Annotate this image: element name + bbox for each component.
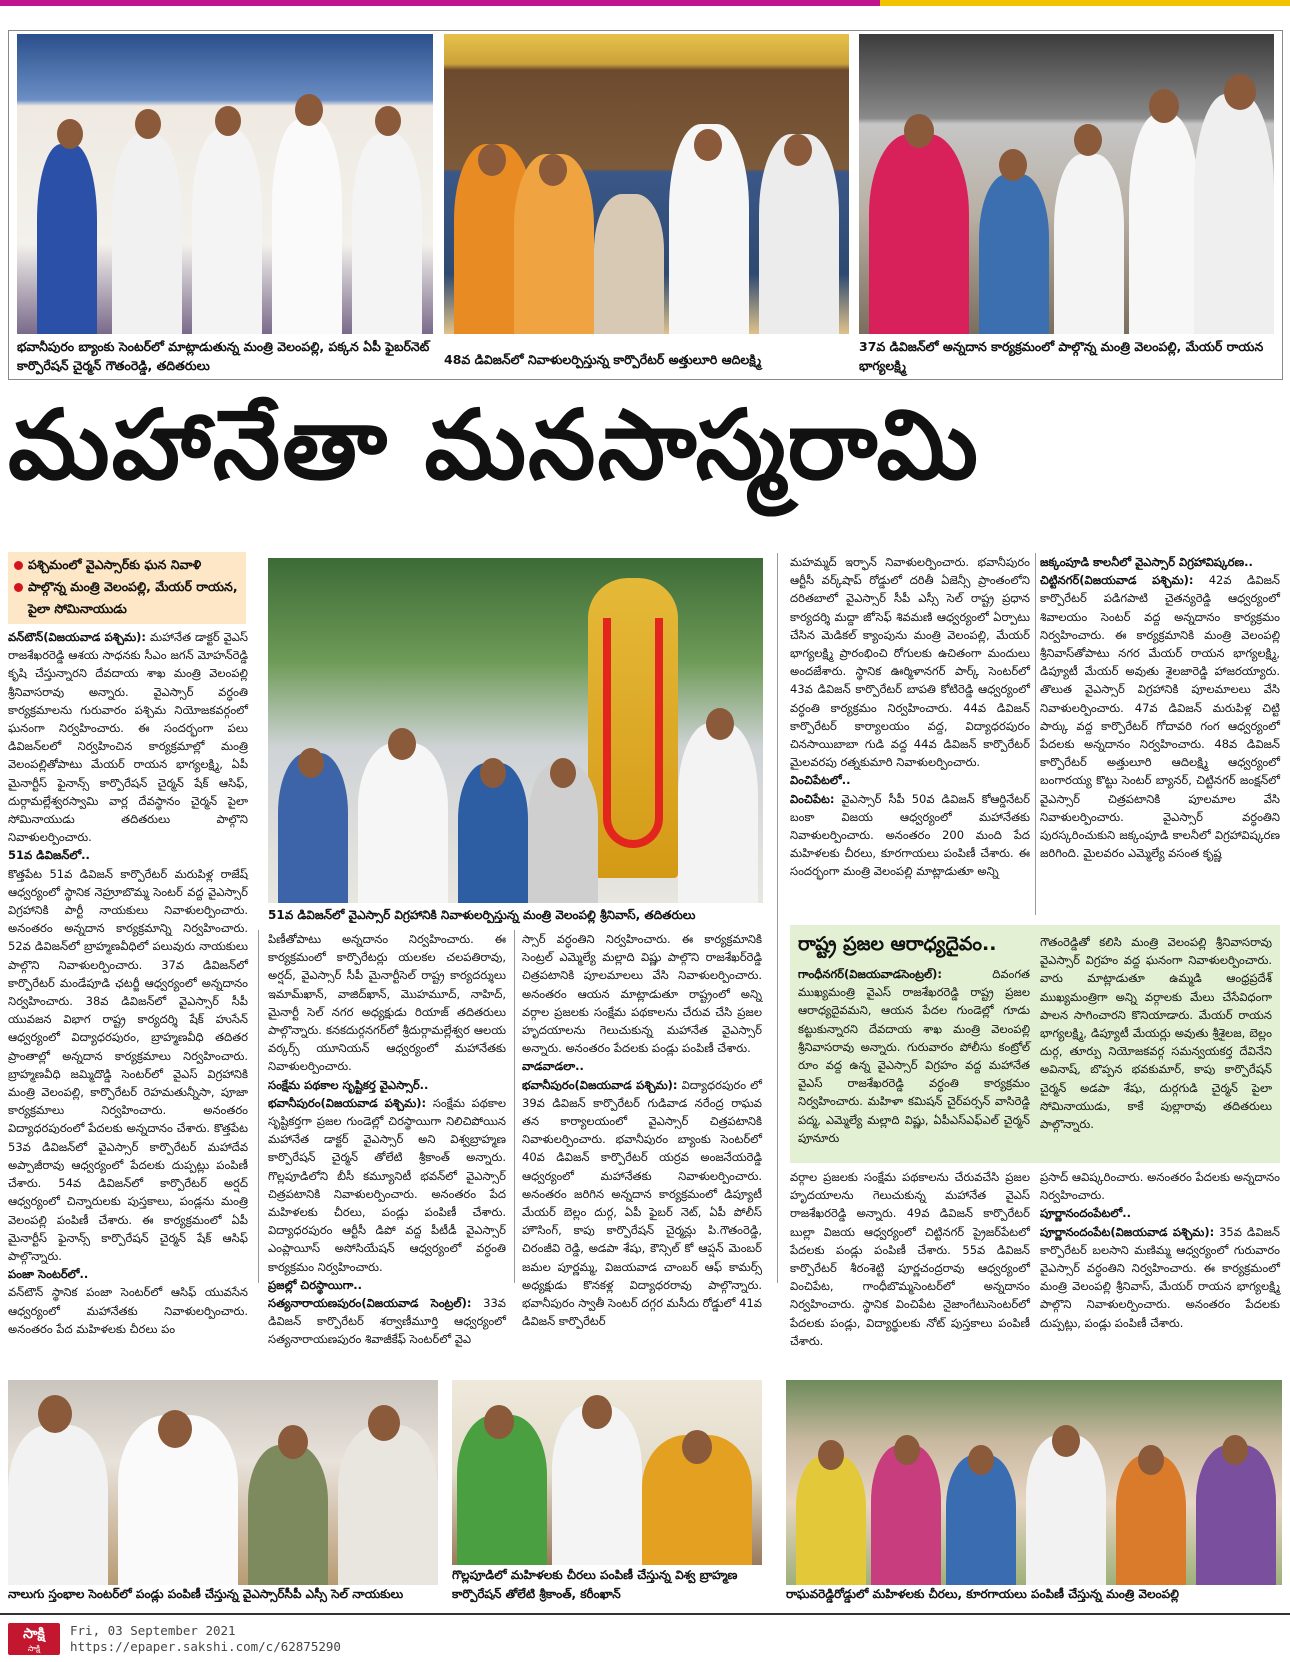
subheading: వించిపేటలో.. bbox=[790, 773, 851, 788]
bottom-photo-2 bbox=[452, 1380, 762, 1565]
center-photo-caption: 51వ డివిజన్‌లో వైఎస్సార్ విగ్రహానికి నివాళులర్పిస్తున్న మంత్రి వెలంపల్లి శ్రీనివాస్, తదితరులు bbox=[268, 908, 696, 922]
bottom-photo-1 bbox=[8, 1380, 438, 1585]
top-photo-1 bbox=[17, 34, 433, 334]
bottom-photo-2-caption: గొల్లపూడిలో మహిళలకు చీరలు పంపిణీ చేస్తున్న విశ్వ బ్రాహ్మణ కార్పొరేషన్ తోలేటి శ్రీకాంత్, కరీంఖాన్ bbox=[452, 1568, 738, 1601]
top-photo-2-caption: 48వ డివిజన్‌లో నివాళులర్పిస్తున్న కార్పొరేటర్ అత్తులూరి ఆదిలక్ష్మి bbox=[444, 352, 762, 367]
footer-meta bbox=[70, 1623, 341, 1655]
top-photo-3 bbox=[859, 34, 1274, 334]
column-rule bbox=[777, 553, 778, 1283]
highlight-item: పాల్గొన్న మంత్రి వెలంపల్లి, మేయర్ రాయన, పైలా సోమినాయుడు bbox=[12, 576, 242, 620]
headline: మహానేతా మనసాస్మరామి bbox=[8, 389, 980, 501]
bullet-icon bbox=[14, 561, 23, 570]
sakshi-logo[interactable]: సాక్షి సాక్షి bbox=[8, 1623, 60, 1655]
subheading: పంజా సెంటర్‌లో.. bbox=[8, 1267, 89, 1282]
column-rule bbox=[1035, 553, 1036, 915]
article-column-5-bottom: ప్రసాద్ ఆవిష్కరించారు. అనంతరం పేదలకు అన్నదానం నిర్వహించారు. పూర్ణానందంపేటలో.. పూర్ణానందంపేట(విజయవాడ పశ్చిమ): 35వ డివిజన్ కార్పొరేటర్ బలసాని మణిమ్మ ఆధ్వర్యంలో గురువారం వైఎస్సార్ వర్ధంతిని నిర్వహించారు. ఈ కార్యక్రమంలో మంత్రి వెలంపల్లి శ్రీనివాస్, మేయర్ రాయన భాగ్యలక్ష్మి పాల్గొని నివాళులర్పించారు. అనంతరం పేదలకు దుప్పట్లు, పండ్లు పంపిణీ చేశారు. bbox=[1040, 1170, 1280, 1330]
subheading: వాడవాడలా.. bbox=[522, 1059, 584, 1074]
epaper-url[interactable]: https://epaper.sakshi.com/c/62875290 bbox=[70, 1639, 341, 1654]
bottom-photo-3-caption: రాఘవరెడ్డిరోడ్డులో మహిళలకు చీరలు, కూరగాయలు పంపిణీ చేస్తున్న మంత్రి వెలంపల్లి bbox=[786, 1587, 1179, 1601]
top-photo-2 bbox=[444, 34, 849, 334]
box-column-right: గౌతంరెడ్డితో కలిసి మంత్రి వెలంపల్లి శ్రీనివాసరావు వైఎస్సార్ విగ్రహం వద్ద ఘనంగా నివాళులర్పించారు. వారు మాట్లాడుతూ ఉమ్మడి ఆంధ్రప్రదేశ్ ముఖ్యమంత్రిగా అన్ని వర్గాలకు మేలు చేసేవిధంగా పాలన సాగించారని కొనియాడారు. మేయర్ రాయన భాగ్యలక్ష్మి, డిప్యూటీ మేయర్లు అవుతు శ్రీశైలజ, బెల్లం దుర్గ, తూర్పు నియోజకవర్గ సమన్వయకర్త దేవినేని అవినాష్, బొప్పన భవకుమార్, కాపు కార్పొరేషన్ చైర్మన్ అడపా శేషు, దుర్గగుడి చైర్మన్ పైలా సోమినాయుడు, కాకే పుల్లారావు తదితరులు పాల్గొన్నారు. bbox=[1040, 935, 1272, 1132]
highlights-box bbox=[8, 552, 246, 624]
edition-date: Fri, 03 September 2021 bbox=[70, 1623, 236, 1638]
highlight-item: పశ్చిమంలో వైఎస్సార్‌కు ఘన నివాళి bbox=[12, 554, 242, 576]
bottom-photo-3 bbox=[786, 1380, 1282, 1585]
top-photo-3-caption: 37వ డివిజన్‌లో అన్నదాన కార్యక్రమంలో పాల్గొన్న మంత్రి వెలంపల్లి, మేయర్ రాయన భాగ్యలక్ష్మి bbox=[859, 339, 1264, 373]
subheading: జక్కంపూడి కాలనీలో వైఎస్సార్ విగ్రహావిష్కరణ.. bbox=[1040, 555, 1253, 569]
article-column-5-top: జక్కంపూడి కాలనీలో వైఎస్సార్ విగ్రహావిష్కరణ.. చిట్టినగర్(విజయవాడ పశ్చిమ): 42వ డివిజన్ కార్పొరేటర్ పడిగపాటి చైతన్యరెడ్డి ఆధ్వర్యంలో శివాలయం సెంటర్ వద్ద అన్నదానం కార్యక్రమం నిర్వహించారు. ఈ కార్యక్రమానికి మంత్రి వెలంపల్లి శ్రీనివాస్‌తోపాటు నగర మేయర్ రాయన భాగ్యలక్ష్మి, డిప్యూటీ మేయర్ అవుతు శైలజారెడ్డి హాజరయ్యారు. తొలుత వైఎస్సార్ విగ్రహానికి పూలమాలలు వేసి నివాళులర్పించారు. 47వ డివిజన్ మరుపిళ్ల చిట్టి పార్కు వద్ద కార్పొరేటర్ గోదావరి గంగ ఆధ్వర్యంలో పేదలకు అన్నదానం నిర్వహించారు. 48వ డివిజన్ కార్పొరేటర్ అత్తులూరి ఆదిలక్ష్మి ఆధ్వర్యంలో బంగారయ్య కొట్టు సెంటర్ బ్యానర్, చిట్టినగర్ జంక్షన్‌లో వైఎస్సార్ చిత్రపటానికి పూలమాల వేసి నివాళులర్పించారు. వైఎస్సార్ వర్ధంతిని పురస్కరించుకుని జక్కంపూడి కాలనీలో విగ్రహావిష్కరణ జరిగింది. మైలవరం ఎమ్మెల్యే వసంత కృష్ణ bbox=[1040, 555, 1280, 861]
masthead-bar-yellow bbox=[880, 0, 1290, 6]
state-people-deity-box bbox=[790, 925, 1280, 1163]
masthead-bar-magenta bbox=[0, 0, 880, 6]
subheading: పూర్ణానందంపేటలో.. bbox=[1040, 1206, 1131, 1221]
masthead-bar bbox=[0, 0, 1290, 6]
subheading: సంక్షేమ పథకాల సృష్టికర్త వైఎస్సార్.. bbox=[268, 1077, 429, 1092]
bottom-photo-1-caption: నాలుగు స్తంభాల సెంటర్‌లో పండ్లు పంపిణీ చేస్తున్న వైఎస్సార్‌సీపీ ఎస్సీ సెల్ నాయకులు bbox=[8, 1587, 404, 1601]
article-column-3: స్సార్ వర్ధంతిని నిర్వహించారు. ఈ కార్యక్రమానికి సెంట్రల్ ఎమ్మెల్యే మల్లాది విష్ణు పాల్గొని రాజశేఖర్‌రెడ్డి చిత్రపటానికి పూలమాలలు వేసి నివాళులర్పించారు. అనంతరం ఆయన మాట్లాడుతూ రాష్ట్రంలో అన్ని వర్గాల ప్రజలకు సంక్షేమ పథకాలను చేరువ చేసి ప్రజల హృదయాలను గెలుచుకున్న మహానేత వైఎస్సార్ అన్నారు. అనంతరం పేదలకు పండ్లు పంపిణీ చేశారు. వాడవాడలా.. భవానీపురం(విజయవాడ పశ్చిమ): విద్యాధరపురం లో 39వ డివిజన్ కార్పొరేటర్ గుడివాడ నరేంద్ర రాఘవ తన కార్యాలయంలో వైఎస్సార్ చిత్రపటానికి నివాళులర్పించారు. భవానీపురం బ్యాంకు సెంటర్‌లో 40వ డివిజన్ కార్పొరేటర్ యర్రవ అంజనేయరెడ్డి ఆధ్వర్యంలో మహానేతకు నివాళులర్పించారు. అనంతరం జరిగిన అన్నదాన కార్యక్రమంలో డిప్యూటీ మేయర్ బెల్లం దుర్గ, ఏపీ ఫైబర్ నెట్, ఏపీ పోలీస్ హౌసింగ్, కాపు కార్పొరేషన్ చైర్మన్లు పి.గౌతంరెడ్డి, చిరంజీవి రెడ్డి, అడపా శేషు, కౌన్సిల్ కో ఆప్షన్ మెంబర్ జమల పూర్ణమ్మ, విజయవాడ చాంబర్ ఆఫ్ కామర్స్ అధ్యక్షుడు కొనకళ్ల విద్యాధరరావు పాల్గొన్నారు. భవానీపురం స్వాతీ సెంటర్ దగ్గర మసీదు రోడ్డులో 41వ డివిజన్ కార్పొరేటర్ bbox=[522, 932, 762, 1329]
subheading: 51వ డివిజన్‌లో.. bbox=[8, 848, 90, 863]
garland-shape bbox=[603, 618, 663, 848]
center-photo-statue bbox=[268, 558, 763, 903]
footer bbox=[0, 1613, 1290, 1662]
article-column-4-bottom: వర్గాల ప్రజలకు సంక్షేమ పథకాలను చేరువచేసి ప్రజల హృదయాలను గెలుచుకున్న మహానేత వైఎస్ రాజశేఖరరెడ్డి అన్నారు. 49వ డివిజన్ కార్పొరేటర్ బుల్లా విజయ ఆధ్వర్యంలో చిట్టినగర్ ప్రైజర్‌పేటలో పేదలకు పండ్లు పంపిణీ చేశారు. 55వ డివిజన్ కార్పొరేటర్ శీరంశెట్టి పూర్ణచంద్రరావు ఆధ్వర్యంలో వించిపేట, గాంధీబొమ్మసెంటర్‌లో అన్నదానం నిర్వహించారు. స్థానిక వించిపేట నైజాంగేటుసెంటర్‌లో పేదలకు పండ్లు, విద్యార్థులకు నోట్ పుస్తకాలు పంపిణీ చేశారు. bbox=[790, 1170, 1030, 1348]
box-title: రాష్ట్ర ప్రజల ఆరాధ్యదైవం.. bbox=[798, 933, 997, 955]
subheading: ప్రజల్లో చిరస్థాయిగా.. bbox=[268, 1277, 363, 1292]
article-column-4-top: మహమ్మద్ ఇర్ఫాన్ నివాళులర్పించారు. భవానీపురం ఆర్టీసీ వర్క్‌షాప్ రోడ్డులో దరితీ ఏజెన్సీ ప్రాంతంలోని దరితబాలో వైఎస్సార్ సీపీ ఎస్సీ సెల్ రాష్ట్ర ప్రధాన కార్యదర్శి మద్దా జోసెఫ్ శివమణి ఆధ్వర్యంలో ఏర్పాటు చేసిన మెడికల్ క్యాంపును మంత్రి వెలంపల్లి, మేయర్ భాగ్యలక్ష్మి ప్రారంభించి రోగులకు ఉచితంగా మందులు అందజేశారు. స్థానిక ఊర్మిళానగర్ పార్క్ సెంటర్‌లో 43వ డివిజన్ కార్పొరేటర్ బాపతి కోటిరెడ్డి ఆధ్వర్యంలో వర్ధంతి కార్యక్రమం నిర్వహించారు. 44వ డివిజన్ కార్పొరేటర్ కార్యాలయం వద్ద, విద్యాధరపురం చినసాయిబాబా గుడి వద్ద 44వ డివిజన్ కార్పొరేటర్ మైలవరపు రత్నకుమారి నివాళులర్పించారు. వించిపేటలో.. వించిపేట: వైఎస్సార్ సీపీ 50వ డివిజన్ కోఆర్డినేటర్ బంకా విజయ ఆధ్వర్యంలో మహానేతకు నివాళులర్పించారు. అనంతరం 200 మంది పేద మహిళలకు చీరలు, కూరగాయలు పంపిణీ చేశారు. ఈ సందర్భంగా మంత్రి వెలంపల్లి మాట్లాడుతూ అన్ని bbox=[790, 555, 1030, 879]
column-rule bbox=[514, 930, 515, 1283]
article-column-2: పిణీతోపాటు అన్నదానం నిర్వహించారు. ఈ కార్యక్రమంలో కార్పొరేటర్లు యలకల చలపతిరావు, అర్షద్, వైఎస్సార్ సీపీ మైనార్టీసెల్ రాష్ట్ర కార్యదర్శులు ఇమామ్‌ఖాన్, వాజిద్‌ఖాన్, మొహమూద్, నాహిద్, మైనార్టీ సెల్ నగర అధ్యక్షుడు రియాజ్ తదితరులు పాల్గొన్నారు. కనకదుర్గనగర్‌లో శ్రీదుర్గామల్లేశ్వర ఆలయ వర్కర్స్ యూనియన్ ఆధ్వర్యంలో మహానేతకు నివాళులర్పించారు. సంక్షేమ పథకాల సృష్టికర్త వైఎస్సార్.. భవానీపురం(విజయవాడ పశ్చిమ): సంక్షేమ పథకాల సృష్టికర్తగా ప్రజల గుండెల్లో చిరస్థాయిగా నిలిచిపోయిన మహానేత డాక్టర్ వైఎస్సార్ అని విశ్వబ్రాహ్మణ కార్పొరేషన్ చైర్మన్ తోలేటి శ్రీకాంత్ అన్నారు. గొల్లపూడిలోని బీసీ కమ్యూనిటీ భవన్‌లో వైఎస్సార్ చిత్రపటానికి నివాళులర్పించారు. అనంతరం పేద మహిళలకు చీరలు, పండ్లు పంపిణీ చేశారు. విద్యాధరపురం ఆర్టీసీ డిపో వద్ద పీటీడీ వైఎస్సార్ ఎంప్లాయీస్ అసోసియేషన్ ఆధ్వర్యంలో వర్ధంతి కార్యక్రమం నిర్వహించారు. ప్రజల్లో చిరస్థాయిగా.. సత్యనారాయణపురం(విజయవాడ సెంట్రల్): 33వ డివిజన్ కార్పొరేటర్ శర్వాణీమూర్తి ఆధ్వర్యంలో సత్యనారాయణపురం శివాజీకేఫ్ సెంటర్‌లో వైఎ bbox=[268, 932, 507, 1347]
column-rule bbox=[258, 930, 259, 1283]
top-photo-1-caption: భవానీపురం బ్యాంకు సెంటర్‌లో మాట్లాడుతున్న మంత్రి వెలంపల్లి, పక్కన ఏపీ ఫైబర్‌నెట్ కార్పొరేషన్ చైర్మన్ గౌతంరెడ్డి, తదితరులు bbox=[17, 339, 430, 373]
article-column-1: వన్‌టౌన్(విజయవాడ పశ్చిమ): మహానేత డాక్టర్ వైఎస్ రాజశేఖరరెడ్డి ఆశయ సాధనకు సీఎం జగన్ మోహన్‌రెడ్డి కృషి చేస్తున్నారని దేవదాయ శాఖ మంత్రి వెలంపల్లి శ్రీనివాసరావు అన్నారు. వైఎస్సార్ వర్ధంతి కార్యక్రమాలను గురువారం పశ్చిమ నియోజకవర్గంలో ఘనంగా నిర్వహించారు. ఈ సందర్భంగా పలు డివిజన్‌లలో నిర్వహించిన కార్యక్రమాల్లో మంత్రి వెలంపల్లితోపాటు మేయర్ రాయన భాగ్యలక్ష్మి, ఏపీ మైనార్టీస్ ఫైనాన్స్ కార్పొరేషన్ చైర్మన్ షేక్ ఆసిఫ్, దుర్గామల్లేశ్వరస్వామి వార్ల దేవస్థానం చైర్మన్ పైలా సోమినాయుడు తదితరులు పాల్గొని నివాళులర్పించారు. 51వ డివిజన్‌లో.. కొత్తపేట 51వ డివిజన్ కార్పొరేటర్ మరుపిళ్ల రాజేష్ ఆధ్వర్యంలో స్థానిక నెహ్రూబొమ్మ సెంటర్ వద్ద వైఎస్సార్ విగ్రహానికి పార్టీ నాయకులు నివాళులర్పించారు. అనంతరం అన్నదాన కార్యక్రమాన్ని నిర్వహించారు. 52వ డివిజన్‌లో బ్రాహ్మణవీధిలో పలువురు నాయకులు పాల్గొని నివాళులర్పించారు. 37వ డివిజన్‌లో కార్పొరేటర్ మండేపూడి ఛటర్జీ ఆధ్వర్యంలో అన్నదానం నిర్వహించారు. 38వ డివిజన్‌లో వైఎస్సార్ సీపీ యువజన విభాగ రాష్ట్ర కార్యదర్శి షేక్ హుసేన్ ఆధ్వర్యంలో విద్యాధరపురం, బ్రాహ్మణవీధి తదితర ప్రాంతాల్లో అన్నదాన కార్యక్రమాలు నిర్వహించారు. బ్రాహ్మణవీధి జమ్మిదొడ్డి సెంటర్‌లో వైఎస్ విగ్రహానికి మంత్రి వెలంపల్లి, కార్పొరేటర్ రెహమతున్నీసా, పూజా కార్యక్రమాలు నిర్వహించారు. అనంతరం విద్యాధరపురంలో పేదలకు అన్నదానం చేశారు. కొత్తపేట 53వ డివిజన్‌లో వైఎస్సార్ కార్పొరేటర్ మహాదేవ అప్పాజీరావు ఆధ్వర్యంలో పేదలకు దుప్పట్లు పంపిణీ చేశారు. 54వ డివిజన్‌లో కార్పొరేటర్ అర్షద్ ఆధ్వర్యంలో చిన్నారులకు పుస్తకాలు, పండ్లను మంత్రి వెలంపల్లి పంపిణీ చేశారు. ఈ కార్యక్రమంలో ఏపీ మైనార్టీస్ ఫైనాన్స్ కార్పొరేషన్ చైర్మన్ షేక్ ఆసిఫ్ పాల్గొన్నారు. పంజా సెంటర్‌లో.. వన్‌టౌన్ స్థానిక పంజా సెంటర్‌లో ఆసిఫ్ యువసేన ఆధ్వర్యంలో మహానేతకు నివాళులర్పించారు. అనంతరం పేద మహిళలకు చీరలు పం bbox=[8, 630, 249, 1336]
box-column-left: గాంధీనగర్(విజయవాడసెంట్రల్): దివంగత ముఖ్యమంత్రి వైఎస్ రాజశేఖరరెడ్డి రాష్ట్ర ప్రజల ఆరాధ్యదైవమని, ఆయన పేదల గుండెల్లో గూడు కట్టుకున్నారని దేవదాయ శాఖ మంత్రి వెలంపల్లి శ్రీనివాసరావు అన్నారు. గురువారం పోలీసు కంట్రోల్ రూం వద్ద ఉన్న వైఎస్సార్ విగ్రహం వద్ద మహానేత వైఎస్ రాజశేఖరరెడ్డి వర్ధంతి కార్యక్రమం నిర్వహించారు. మహిళా కమిషన్ చైర్‌పర్సన్ వాసిరెడ్డి పద్మ, ఎమ్మెల్యే మల్లాది విష్ణు, ఏపీఎస్‌ఎఫ్‌ఎల్ చైర్మన్ పూనూరు bbox=[798, 967, 1030, 1145]
bullet-icon bbox=[14, 583, 23, 592]
